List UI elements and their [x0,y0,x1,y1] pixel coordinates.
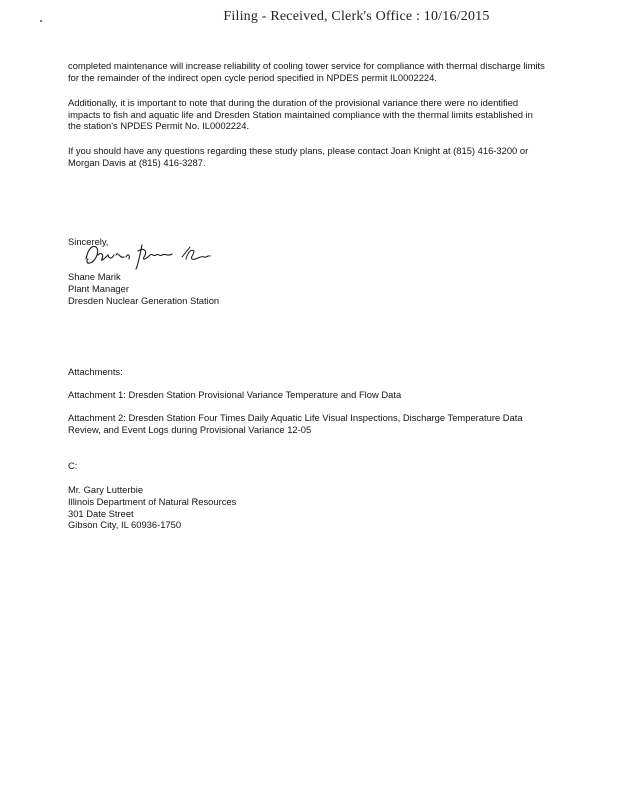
handwritten-signature [82,237,222,273]
attachment-item: Attachment 1: Dresden Station Provisional Variance Temperature and Flow Data [68,389,402,400]
attachments-heading: Attachments: [68,366,123,377]
paragraph-compliance: Additionally, it is important to note that during the duration of the provisional variance there were no identified impacts to fish and aquatic life and Dresden Station maintained compliance with the thermal limits established in the station's NPDES Permit No. IL0002224. [68,97,533,131]
signer-organization: Dresden Nuclear Generation Station [68,294,220,306]
cc-line: Illinois Department of Natural Resources [68,495,237,507]
cc-heading: C: [68,460,78,471]
signer-name: Shane Marik [68,271,121,282]
attachment-item: Attachment 2: Dresden Station Four Times Daily Aquatic Life Visual Inspections, Discharge Temperature Data Review, and Event Logs during Provisional Variance 12-05 [68,412,523,435]
paragraph-maintenance: completed maintenance will increase reliability of cooling tower service for compliance with thermal discharge limits for the remainder of the indirect open cycle period specified in NPDES permit IL0002224. [68,60,545,83]
signer-block [68,271,219,306]
cc-recipient [68,484,236,531]
cc-line: Gibson City, IL 60936-1750 [68,519,182,531]
cc-line: Mr. Gary Lutterbie [68,484,144,495]
filing-stamp-text: Filing - Received, Clerk's Office : 10/16/2015 [223,9,490,24]
signer-title: Plant Manager [68,282,129,294]
closing-salutation: Sincerely, [68,236,109,247]
paragraph-contact: If you should have any questions regarding these study plans, please contact Joan Knight at (815) 416-3200 or Morgan Davis at (815) 416-3287. [68,145,529,168]
signature-graphic [82,237,222,273]
filing-stamp [0,9,618,25]
cc-line: 301 Date Street [68,507,134,519]
